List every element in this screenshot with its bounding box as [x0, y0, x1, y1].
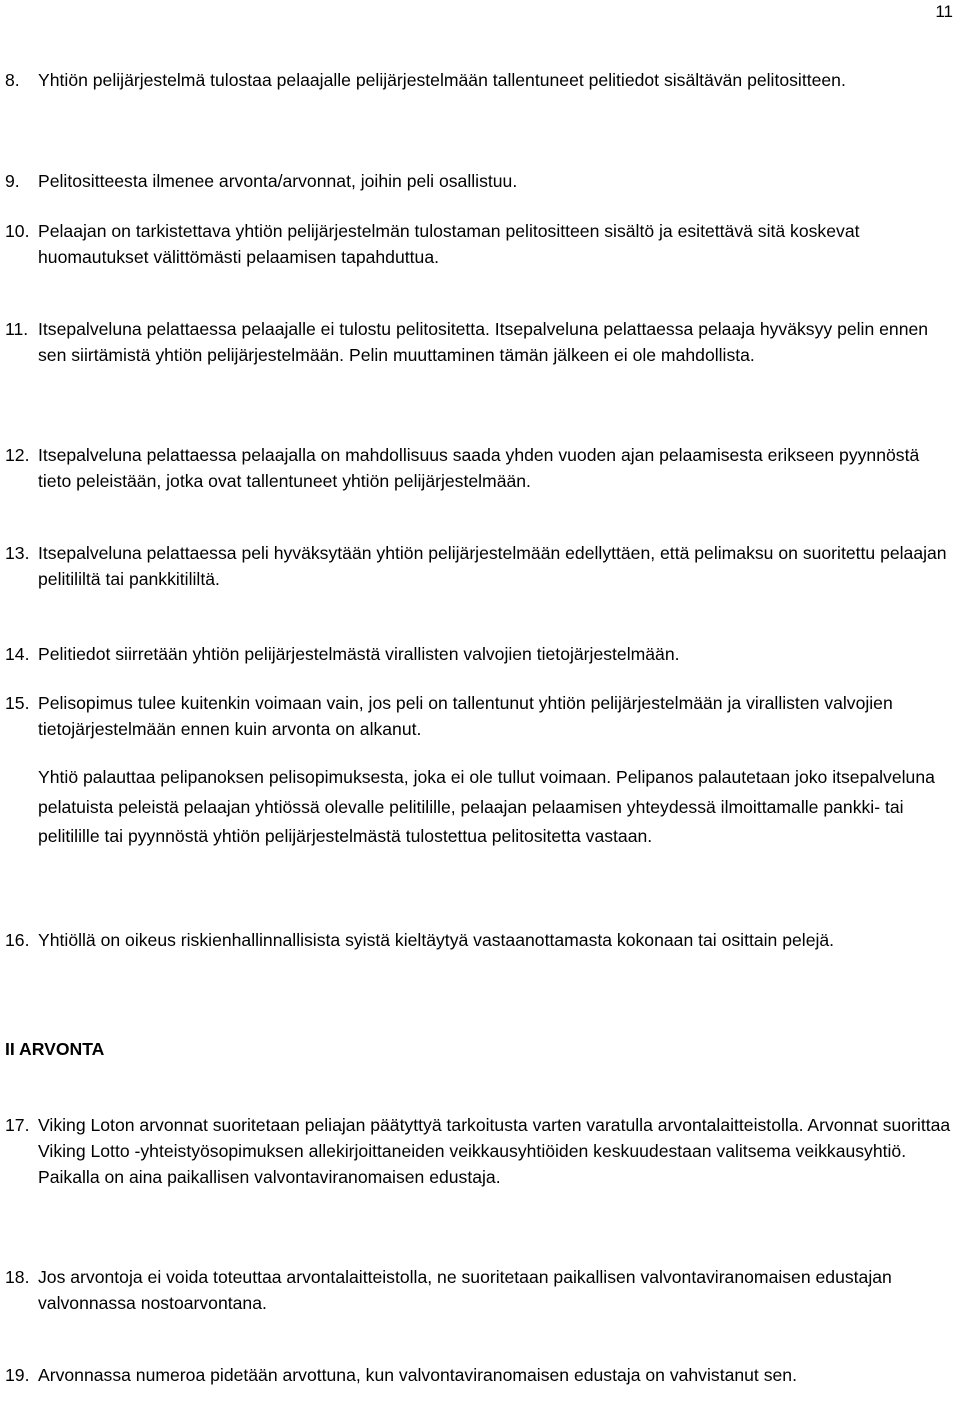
- item-number: 13.: [5, 543, 30, 563]
- item-text: Viking Loton arvonnat suoritetaan peliajan päätyttyä tarkoitusta varten varatulla arvontalaitteistolla. Arvonnat suorittaa Viking Lotto -yhteistyösopimuksen allekirjoittaneiden veikkausyhtiöiden keskuudestaan valitsema veikkausyhtiö. Paikalla on aina paikallisen valvontaviranomaisen edustaja.: [38, 1115, 951, 1187]
- item-number: 9.: [5, 171, 20, 191]
- item-text: Jos arvontoja ei voida toteuttaa arvontalaitteistolla, ne suoritetaan paikallisen valvontaviranomaisen edustajan valvonnassa nostoarvontana.: [38, 1267, 892, 1313]
- item-number: 14.: [5, 644, 30, 664]
- list-item: [5, 67, 955, 93]
- item-text: Pelitiedot siirretään yhtiön pelijärjestelmästä virallisten valvojien tietojärjestelmään.: [38, 644, 680, 664]
- paragraph-refund: Yhtiö palauttaa pelipanoksen pelisopimuksesta, joka ei ole tullut voimaan. Pelipanos palautetaan joko itsepalveluna pelatuista peleistä pelaajan yhtiössä olevalle pelitilille, pelaajan pelaamisen yhteydessä ilmoittamalle pankki- tai pelitilille tai pyynnöstä yhtiön pelijärjestelmästä tulostettua pelitositetta vastaan.: [38, 767, 935, 846]
- item-text: Pelitositteesta ilmenee arvonta/arvonnat, joihin peli osallistuu.: [38, 171, 518, 191]
- item-number: 10.: [5, 221, 30, 241]
- page-number: 11: [935, 2, 953, 21]
- list-item: [5, 168, 955, 194]
- item-number: 8.: [5, 70, 20, 90]
- item-number: 16.: [5, 930, 30, 950]
- item-text: Itsepalveluna pelattaessa pelaajalla on mahdollisuus saada yhden vuoden ajan pelaamisesta erikseen pyynnöstä tieto peleistään, jotka ovat tallentuneet yhtiön pelijärjestelmään.: [38, 445, 920, 491]
- item-text: Arvonnassa numeroa pidetään arvottuna, kun valvontaviranomaisen edustaja on vahvistanut sen.: [38, 1365, 797, 1385]
- item-text: Pelaajan on tarkistettava yhtiön pelijärjestelmän tulostaman pelitositteen sisältö ja esitettävä sitä koskevat huomautukset välittömästi pelaamisen tapahduttua.: [38, 221, 860, 267]
- item-number: 12.: [5, 445, 30, 465]
- item-text: Yhtiön pelijärjestelmä tulostaa pelaajalle pelijärjestelmään tallentuneet pelitiedot sisältävän pelitositteen.: [38, 70, 846, 90]
- item-number: 18.: [5, 1267, 30, 1287]
- item-text: Itsepalveluna pelattaessa pelaajalle ei tulostu pelitositetta. Itsepalveluna pelattaessa pelaaja hyväksyy pelin ennen sen siirtämistä yhtiön pelijärjestelmään. Pelin muuttaminen tämän jälkeen ei ole mahdollista.: [38, 319, 929, 365]
- item-number: 19.: [5, 1365, 30, 1385]
- list-item: [5, 690, 955, 742]
- list-item: [5, 1362, 955, 1388]
- list-item: [5, 442, 955, 494]
- list-item: [5, 927, 955, 953]
- list-item: [5, 1112, 955, 1190]
- list-item: [5, 1264, 955, 1316]
- section-heading: II ARVONTA: [5, 1039, 105, 1059]
- item-number: 17.: [5, 1115, 30, 1135]
- item-number: 15.: [5, 693, 30, 713]
- list-item: [5, 641, 955, 667]
- item-text: Pelisopimus tulee kuitenkin voimaan vain, jos peli on tallentunut yhtiön pelijärjestelmään ja virallisten valvojien tietojärjestelmään ennen kuin arvonta on alkanut.: [38, 693, 893, 739]
- list-item: [5, 540, 955, 592]
- item-text: Yhtiöllä on oikeus riskienhallinnallisista syistä kieltäytyä vastaanottamasta kokonaan tai osittain pelejä.: [38, 930, 835, 950]
- item-text: Itsepalveluna pelattaessa peli hyväksytään yhtiön pelijärjestelmään edellyttäen, että pelimaksu on suoritettu pelaajan pelitililtä tai pankkitililtä.: [38, 543, 947, 589]
- list-item: [5, 316, 955, 368]
- item-number: 11.: [5, 319, 29, 339]
- list-item: [5, 218, 955, 270]
